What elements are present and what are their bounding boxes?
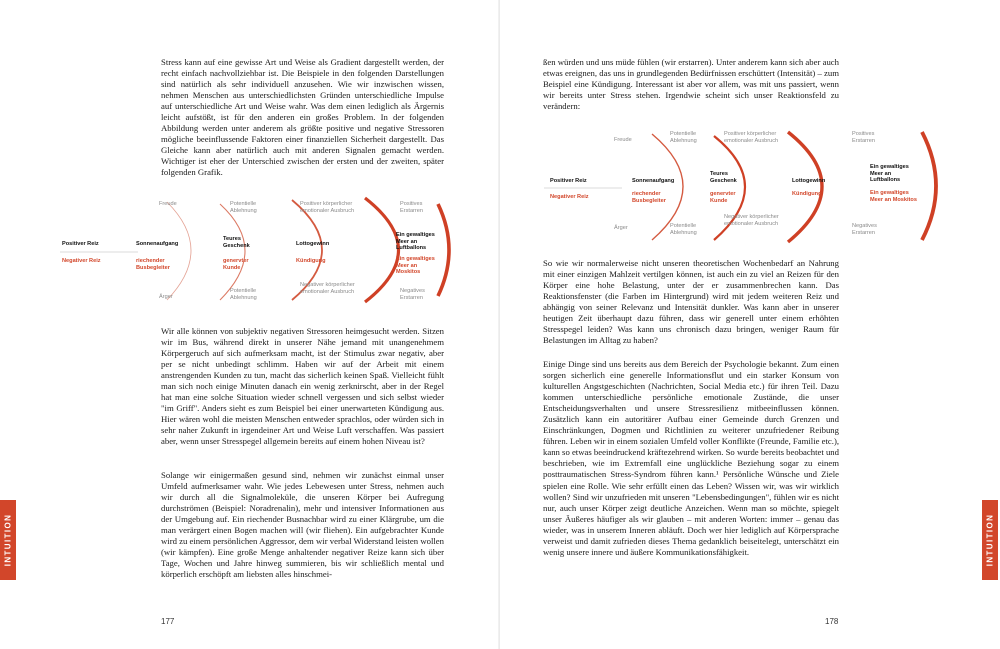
stage3-bottom-label: Negativer körperlicher emotionaler Ausbruch (300, 282, 355, 295)
stage4-bottom-label: Negatives Erstarren (852, 223, 877, 236)
section-tab-label: INTUITION (985, 513, 995, 567)
stage4-bottom-label: Negatives Erstarren (400, 288, 425, 301)
stage2-top-label: Potentielle Ablehnung (230, 201, 257, 214)
stage2-bottom-label: Potentielle Ablehnung (230, 288, 257, 301)
start-positive-label: Positiver Reiz (550, 178, 587, 184)
stage1-top-label: Freude (159, 201, 177, 207)
paragraph: Solange wir einigermaßen gesund sind, nehmen wir zunächst einmal unser Umfeld aufmerksamer wahr. Wie jedes Lebewesen unter Stress, nehmen auch wir durch all die Signalmoleküle, die unseren Körper bei Aufregung durchströmen (Beispiel: Noradrenalin), mehr und intensiver Informationen aus der Umgebung auf. Ein riechender Busnachbar wird zu einer Klärgrube, um die man verärgert einen Bogen machen will (wir fliehen). Ein aufgebrachter Kunde wird zu einem persönlichen Aggressor, dem wir verbal Widerstand leisten wollen (wir kämpfen). Eine große Menge anhaltender negativer Reize kann sich über Tage, Wochen und Jahre hinweg summieren, bis wir schließlich mental und körperlich erschöpft am liebsten alles hinschmei- (161, 470, 444, 580)
stress-diagram-right (544, 128, 944, 246)
stage3-top-label: Positiver körperlicher emotionaler Ausbruch (300, 201, 355, 214)
stage4-negative-label: Ein gewaltiges Meer an Moskitos (396, 256, 435, 276)
stage1-arc (167, 202, 191, 300)
stage3-arc (788, 132, 822, 242)
start-positive-label: Positiver Reiz (62, 241, 99, 247)
stage4-negative-label: Ein gewaltiges Meer an Moskitos (870, 190, 917, 203)
paragraph: So wie wir normalerweise nicht unseren theoretischen Wochenbedarf an Nahrung mit einer einzigen Mahlzeit vertilgen können, ist auch ein zu viel an Reizen für den Körper eine hohe Belastung, unter der er zusammenbrechen kann. Das Reaktionsfenster (die Farben im Hintergrund) wird mit jedem weiteren Reiz und abhängig von seiner Relevanz und Intensität dunkler. Was kann aber in unserer heutigen Zeit überhaupt dazu führen, dass wir generell unter einem erhöhten Stresspegel leiden? Was kann uns chronisch dazu bringen, weniger Raum für Belastungen im Alltag zu haben? (543, 258, 839, 346)
stage3-negative-label: Kündigung (792, 191, 822, 197)
section-tab-label: INTUITION (3, 513, 13, 567)
right-page (500, 0, 1000, 649)
start-negative-label: Negativer Reiz (62, 258, 101, 264)
stage2-negative-label: genervter Kunde (710, 191, 736, 204)
stage3-positive-label: Lottogewinn (792, 178, 826, 184)
stage4-arc (365, 198, 399, 302)
stage1-bottom-label: Ärger (159, 294, 173, 300)
stage4-positive-label: Ein gewaltiges Meer an Luftballons (870, 164, 909, 184)
stage1-negative-label: riechender Busbegleiter (632, 191, 666, 204)
stage2-positive-label: Teures Geschenk (223, 236, 250, 249)
stage2-positive-label: Teures Geschenk (710, 171, 737, 184)
stage4-positive-label: Ein gewaltiges Meer an Luftballons (396, 232, 435, 252)
section-tab (982, 500, 998, 580)
paragraph: Stress kann auf eine gewisse Art und Weise als Gradient dargestellt werden, der recht einfach nachvollziehbar ist. Die Beispiele in den folgenden Darstellungen sind natürlich als sehr individuell anzusehen. Wie wir inzwischen wissen, nehmen Menschen aus unterschiedlichsten Gründen unterschiedliche Impulse auf unterschiedliche Art und Weise wahr. Was dem einen lediglich als Ärgernis leicht aufstößt, ist für den anderen ein großes Problem. In der folgenden Abbildung werden unter anderem als größte positive und negative Stressoren mögliche beeinflussende Faktoren einer finanziellen Sicherheit dargestellt. Das Gleiche kann aber natürlich auch mit anderen Signalen gemacht werden. Wichtiger ist eher der Unterschied zwischen der ersten und der zweiten, später folgenden Grafik. (161, 57, 444, 178)
stage1-positive-label: Sonnenaufgang (136, 241, 179, 247)
stage2-negative-label: genervter Kunde (223, 258, 249, 271)
stage3-bottom-label: Negativer körperlicher emotionaler Ausbruch (724, 214, 779, 227)
stress-diagram-left (60, 196, 460, 304)
stage4-arc (922, 132, 936, 240)
start-negative-label: Negativer Reiz (550, 194, 589, 200)
paragraph: Wir alle können von subjektiv negativen Stressoren heimgesucht werden. Sitzen wir im Bus, während direkt in unserer Nähe jemand mit unangenehmem Körpergeruch auf sich aufmerksam macht, ist der Stimulus zwar negativ, aber per se nicht unbedingt schlimm. Haben wir auf der Arbeit mit einem anstrengenden Kunden zu tun, macht das sicherlich keinen Spaß. Vielleicht fühlt man sich noch einige Minuten danach ein wenig zerknirscht, aber in der Regel hat man eine solche Situation wieder schnell vergessen und sich selbst wieder "im Griff". Anders sieht es zum Beispiel bei einer unerwarteten Kündigung aus. Hier wären wohl die meisten Menschen entweder sprachlos, oder würden sich in sehr naher Zukunft in irgendeiner Art und Weise Luft verschaffen. Was passiert aber, wenn unser Stresspegel allgemein bereits auf einem hohen Niveau ist? (161, 326, 444, 447)
page-number: 178 (825, 617, 839, 626)
stage1-top-label: Freude (614, 137, 632, 143)
stage4-top-label: Positives Erstarren (400, 201, 424, 214)
stress-diagram-arcs (544, 128, 944, 246)
stage3-negative-label: Kündigung (296, 258, 326, 264)
stage4-top-label: Positives Erstarren (852, 131, 876, 144)
stage2-bottom-label: Potentielle Ablehnung (670, 223, 697, 236)
page-number: 177 (161, 617, 175, 626)
paragraph: ßen würden und uns müde fühlen (wir erstarren). Unter anderem kann sich aber auch etwas ereignen, das uns in grundlegenden Bedürfnissen erschüttert (Intensität) – zum Beispiel eine Kündigung. Interessant ist aber vor allem, was mit uns passiert, wenn wir bereits unter Stress stehen. Irgendwie scheint sich unser Reaktionsfeld zu verändern: (543, 57, 839, 112)
stage1-positive-label: Sonnenaufgang (632, 178, 675, 184)
paragraph: Einige Dinge sind uns bereits aus dem Bereich der Psychologie bekannt. Zum einen sorgen sicherlich eine generelle Informationsflut und ein starker Konsum von kulturellen Angstgeschichten (Nachrichten, Social Media etc.) für ihren Teil. Dazu kommen unterschiedliche persönliche emotionale Zustände, die unser Entscheidungsverhalten und unsere Stressresilienz mitbeeinflussen können. Zusätzlich kann ein autoritärer Aufbau einer Gemeinde durch Grenzen und Einschränkungen, Dogmen und Richtlinien zu weiterer unzufriedener Reibung führen. Leben wir in einem sozialen Umfeld voller Konflikte (Freunde, Familie etc.), kann so etwas beeindruckend kräftezehrend wirken. So wurde bereits beobachtet und beschrieben, wie im Extremfall eine unglückliche Beziehung sogar zu einem posttraumatischen Stress-Syndrom führen kann.¹ Persönliche Wünsche und Ziele spielen eine Rolle. Wie sehr erfüllt einen das Leben? Wissen wir, was wir wirklich wollen? Sind wir unzufrieden mit unseren "Lebensbedingungen", fühlen wir es nicht nur, auch unser Körper zeigt deutliche Anzeichen. Wenn man so möchte, spiegelt unser Äußeres häufiger als wir glauben – mit anderen Worten: immer – genau das wieder, was in unserem Inneren abläuft. Doch wer hier lediglich auf Körpersprache verweist und damit zufrieden dieses Thema gedanklich beiseitelegt, unterschätzt ein wenig unsere innere und äußere Kommunikationsfähigkeit. (543, 359, 840, 557)
section-tab (0, 500, 16, 580)
stage3-positive-label: Lottogewinn (296, 241, 330, 247)
stage1-bottom-label: Ärger (614, 225, 628, 231)
stage3-top-label: Positiver körperlicher emotionaler Ausbruch (724, 131, 779, 144)
stage2-top-label: Potentielle Ablehnung (670, 131, 697, 144)
stage2-arc (220, 204, 245, 300)
stage1-negative-label: riechender Busbegleiter (136, 258, 170, 271)
